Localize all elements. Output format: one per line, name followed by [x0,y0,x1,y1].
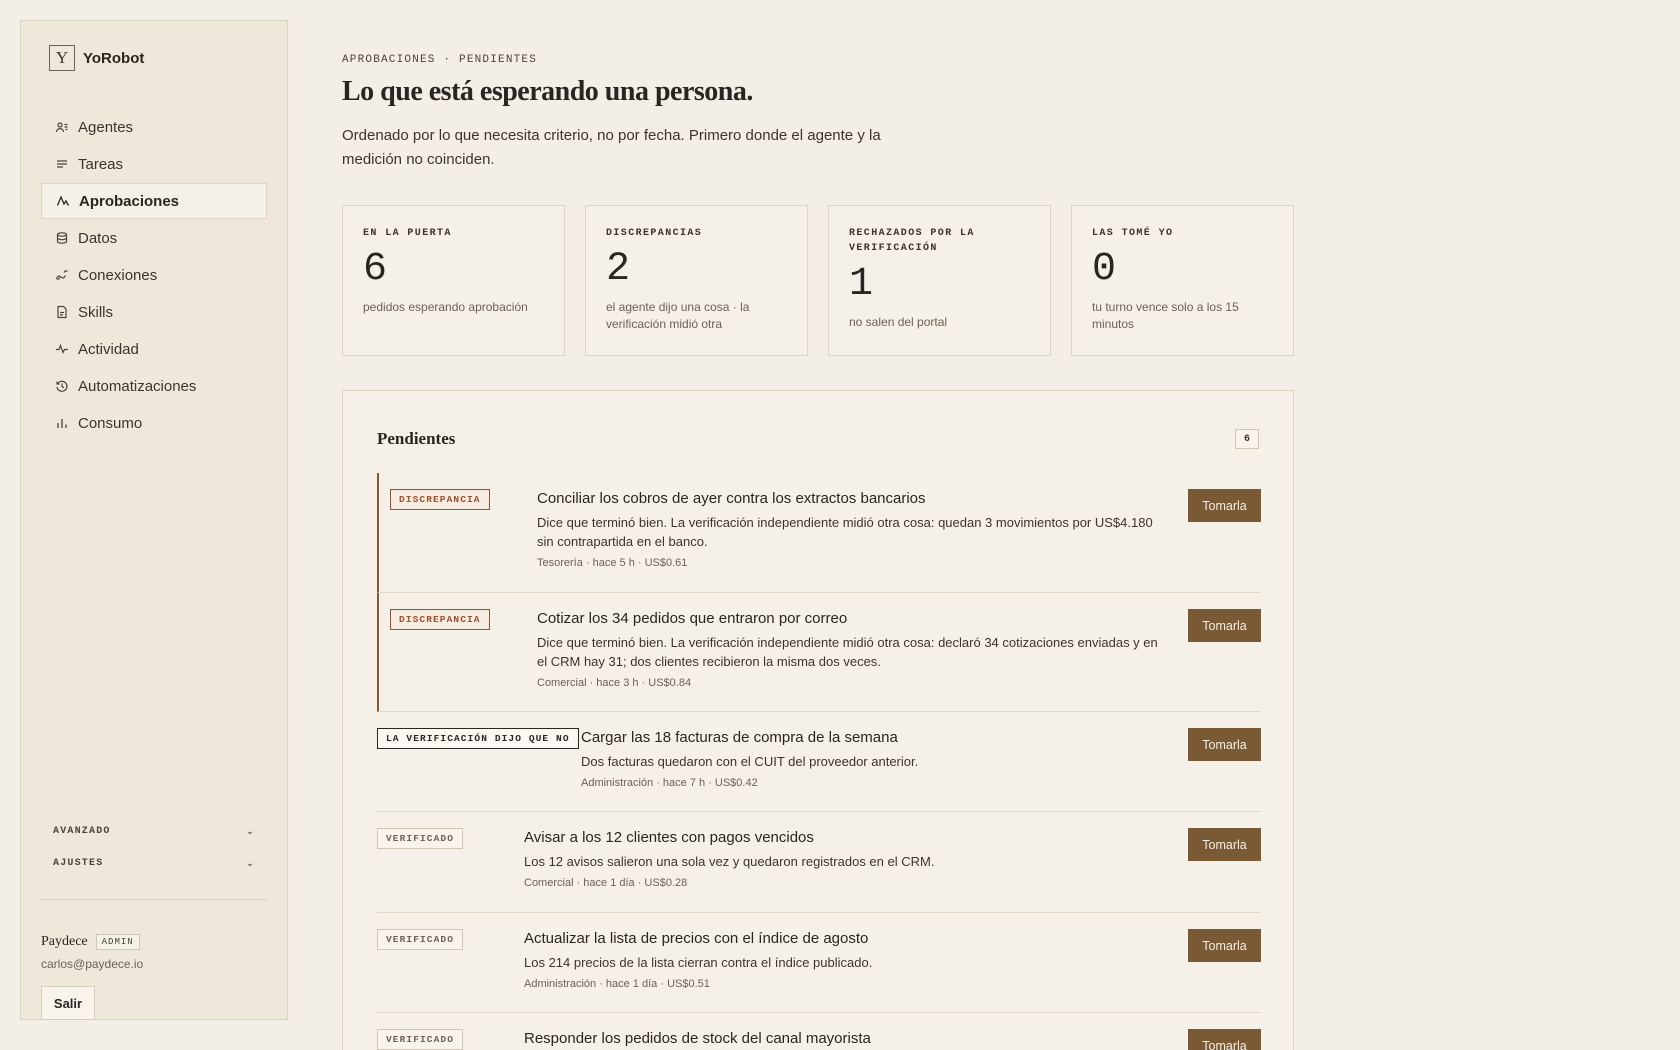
sidebar-item-consumo[interactable] [41,405,267,441]
database-icon [55,231,69,245]
sidebar-item-aprobaciones[interactable] [41,183,267,219]
stat-value: 0 [1092,247,1117,292]
brand-name: YoRobot [83,49,145,67]
brand[interactable] [49,45,144,71]
item-description: Dos facturas quedaron con el CUIT del proveedor anterior. [581,754,919,769]
section-settings-label: AJUSTES [53,858,104,869]
list-item[interactable] [377,812,1261,913]
sidebar-item-conexiones[interactable] [41,257,267,293]
item-body [581,728,1211,789]
take-button[interactable]: Tomarla [1188,728,1261,761]
chevron-down-icon: ⌄ [246,858,255,869]
stat-note: tu turno vence solo a los 15 minutos [1092,300,1239,331]
take-button[interactable]: Tomarla [1188,828,1261,861]
sidebar-item-tareas[interactable] [41,146,267,182]
stat-card-en-la-puerta [342,205,565,356]
bar-chart-icon [55,416,69,430]
sidebar-item-agentes[interactable] [41,109,267,145]
item-title: Responder los pedidos de stock del canal mayorista [524,1030,871,1047]
section-advanced-toggle[interactable] [53,826,255,837]
sidebar-item-label: Consumo [78,414,143,432]
item-description: Dice que terminó bien. La verificación independiente midió otra cosa: quedan 3 movimientos por US$4.180 sin contrapartida en el banco. [537,515,1153,549]
item-meta: Comercial · hace 3 h · US$0.84 [537,677,692,689]
item-body [524,1029,871,1049]
list-item[interactable] [377,1013,1261,1050]
item-description: Dice que terminó bien. La verificación independiente midió otra cosa: declaró 34 cotizaciones enviadas y en el CRM hay 31; dos clientes recibieron la misma dos veces. [537,635,1158,669]
sidebar-item-actividad[interactable] [41,331,267,367]
item-title: Actualizar la lista de precios con el índice de agosto [524,930,869,947]
item-title: Conciliar los cobros de ayer contra los extractos bancarios [537,490,926,507]
status-badge: VERIFICADO [377,1029,463,1050]
item-body [524,929,1154,990]
page-lede: Ordenado por lo que necesita criterio, no por fecha. Primero donde el agente y la medición no coinciden. [342,127,881,168]
item-meta: Tesorería · hace 5 h · US$0.61 [537,557,688,569]
stat-card-las-tome-yo [1071,205,1294,356]
item-description: Los 214 precios de la lista cierran contra el índice publicado. [524,955,873,970]
stat-value: 1 [849,262,874,307]
item-description: Los 12 avisos salieron una sola vez y quedaron registrados en el CRM. [524,854,935,869]
sidebar-divider [41,899,267,900]
sidebar-item-label: Tareas [78,155,124,173]
panel-title: Pendientes [377,429,456,448]
status-badge: LA VERIFICACIÓN DIJO QUE NO [377,728,579,749]
take-button[interactable]: Tomarla [1188,609,1261,642]
pending-panel [342,390,1294,1050]
sidebar-item-datos[interactable] [41,220,267,256]
sidebar-item-label: Actividad [78,340,139,358]
logout-button[interactable]: Salir [41,986,95,1020]
org-info [41,934,140,950]
sidebar-item-label: Automatizaciones [78,377,197,395]
status-badge: VERIFICADO [377,929,463,950]
stat-note: el agente dijo una cosa · la verificación midió otra [606,300,750,331]
sidebar-item-label: Skills [78,303,114,321]
status-badge: DISCREPANCIA [390,489,490,510]
sidebar-nav [41,109,267,442]
agents-icon [55,120,69,134]
document-icon [55,305,69,319]
list-item[interactable] [377,473,1261,593]
take-button[interactable]: Tomarla [1188,929,1261,962]
status-badge: DISCREPANCIA [390,609,490,630]
stat-label: LAS TOMÉ YO [1092,228,1174,239]
stat-value: 2 [606,247,631,292]
stat-value: 6 [363,247,388,292]
stat-label: RECHAZADOS POR LA VERIFICACIÓN [849,228,975,254]
section-settings-toggle[interactable] [53,858,255,869]
status-badge: VERIFICADO [377,828,463,849]
item-title: Cotizar los 34 pedidos que entraron por correo [537,610,848,627]
sidebar-item-automatizaciones[interactable] [41,368,267,404]
sidebar-item-label: Datos [78,229,118,247]
take-button[interactable]: Tomarla [1188,489,1261,522]
stat-label: DISCREPANCIAS [606,228,703,239]
item-meta: Administración · hace 7 h · US$0.42 [581,777,758,789]
sidebar-item-label: Conexiones [78,266,158,284]
sidebar-item-label: Agentes [78,118,134,136]
stat-card-discrepancias [585,205,808,356]
activity-icon [55,342,69,356]
org-name: Paydece [41,934,88,949]
page-kicker: APROBACIONES · PENDIENTES [342,54,538,66]
list-icon [55,157,69,171]
item-body [524,828,1154,889]
clock-icon [55,379,69,393]
list-item[interactable] [377,593,1261,712]
item-meta: Administración · hace 1 día · US$0.51 [524,978,710,990]
sidebar-item-label: Aprobaciones [79,192,180,210]
item-title: Avisar a los 12 clientes con pagos vencidos [524,829,814,846]
link-icon [55,268,69,282]
approval-icon [56,194,70,208]
chevron-down-icon: ⌄ [246,826,255,837]
sidebar [20,20,288,1020]
list-item[interactable] [377,913,1261,1013]
brand-logo-icon: Y [49,45,75,71]
page-title: Lo que está esperando una persona. [342,76,753,107]
item-body [537,489,1167,569]
item-body [537,609,1167,689]
stat-card-rechazados [828,205,1051,356]
item-title: Cargar las 18 facturas de compra de la semana [581,729,898,746]
stats-row [342,205,1294,356]
item-meta: Comercial · hace 1 día · US$0.28 [524,877,688,889]
list-item[interactable] [377,712,1261,812]
pending-count-badge: 6 [1235,429,1259,449]
sidebar-item-skills[interactable] [41,294,267,330]
stat-note: no salen del portal [849,315,948,329]
role-badge: ADMIN [96,934,140,950]
user-email: carlos@paydece.io [41,957,144,971]
take-button[interactable]: Tomarla [1188,1029,1261,1050]
stat-note: pedidos esperando aprobación [363,300,528,314]
section-advanced-label: AVANZADO [53,826,111,837]
stat-label: EN LA PUERTA [363,228,452,239]
